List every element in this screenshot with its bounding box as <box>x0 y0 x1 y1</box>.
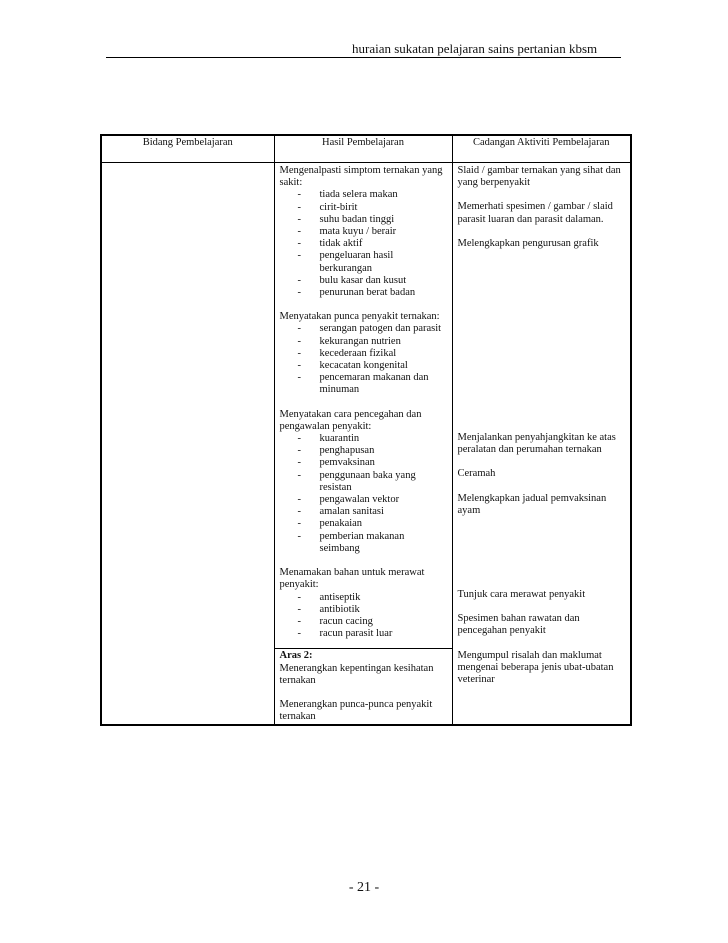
list-item: - serangan patogen dan parasit <box>297 323 442 335</box>
list-item: - tiada selera makan <box>297 189 398 201</box>
header-bidang: Bidang Pembelajaran <box>101 135 274 163</box>
list-item: - kecederaan fizikal <box>297 347 397 359</box>
aktiviti-group-1 <box>458 165 626 250</box>
list-item: - kecacatan kongenital <box>297 360 408 372</box>
aras2-cell <box>274 649 452 726</box>
aktiviti-item: Slaid / gambar ternakan yang sihat dan yang berpenyakit <box>457 165 621 189</box>
aktiviti-group-2 <box>458 432 626 517</box>
hasil-cell <box>274 163 452 649</box>
list-item: - bulu kasar dan kusut <box>297 274 407 286</box>
list-item: - penakaian <box>297 518 363 530</box>
list-item: - racun cacing <box>297 615 373 627</box>
aktiviti-item: Menjalankan penyahjangkitan ke atas peralatan dan perumahan ternakan <box>457 432 616 456</box>
hasil-lead: Menamakan bahan untuk merawat penyakit: <box>279 567 425 591</box>
hasil-lead: Menyatakan punca penyakit ternakan: <box>279 311 440 323</box>
header-aktiviti: Cadangan Aktiviti Pembelajaran <box>452 135 631 163</box>
aktiviti-item: Melengkapkan pengurusan grafik <box>457 237 599 249</box>
list-item: - racun parasit luar <box>297 628 393 640</box>
hasil-lead: Menyatakan cara pencegahan dan pengawalan penyakit: <box>279 408 422 432</box>
list-item: - pemberian makanan seimbang <box>297 530 405 554</box>
table-header-row <box>101 135 631 163</box>
hasil-block-simptom <box>280 165 447 299</box>
list-item: - pengeluaran hasil berkurangan <box>297 250 394 274</box>
aras2-item: Menerangkan kepentingan kesihatan ternakan <box>279 662 434 686</box>
list-item: - amalan sanitasi <box>297 506 384 518</box>
bullet-list <box>280 592 447 641</box>
list-item: - pemvaksinan <box>297 457 375 469</box>
hasil-lead: Mengenalpasti simptom ternakan yang sakit: <box>279 165 443 189</box>
aktiviti-item: Tunjuk cara merawat penyakit <box>457 589 586 601</box>
aktiviti-group-3 <box>458 589 626 686</box>
table-row <box>101 163 631 649</box>
list-item: - penurunan berat badan <box>297 287 416 299</box>
hasil-block-punca <box>280 311 447 396</box>
aktiviti-item: Melengkapkan jadual pemvaksinan ayam <box>457 492 607 516</box>
list-item: - pencemaran makanan dan minuman <box>297 372 429 396</box>
list-item: - mata kuyu / berair <box>297 226 397 238</box>
aras2-label: Aras 2: <box>279 650 313 662</box>
spacer <box>458 262 626 432</box>
header-hasil: Hasil Pembelajaran <box>274 135 452 163</box>
list-item: - antiseptik <box>297 591 361 603</box>
hasil-block-pencegahan <box>280 409 447 555</box>
aktiviti-item: Ceramah <box>457 468 496 480</box>
list-item: - tidak aktif <box>297 238 363 250</box>
list-item: - kuarantin <box>297 433 360 445</box>
list-item: - penggunaan baka yang resistan <box>297 469 416 493</box>
aktiviti-item: Mengumpul risalah dan maklumat mengenai beberapa jenis ubat-ubatan veterinar <box>457 649 614 686</box>
bullet-list <box>280 433 447 555</box>
hasil-block-rawatan <box>280 567 447 640</box>
page-number: - 21 - <box>348 880 380 895</box>
list-item: - penghapusan <box>297 445 375 457</box>
aktiviti-cell <box>452 163 631 726</box>
aktiviti-item: Spesimen bahan rawatan dan pencegahan penyakit <box>457 613 580 637</box>
spacer <box>458 529 626 589</box>
aras2-item: Menerangkan punca-punca penyakit ternakan <box>279 698 433 723</box>
list-item: - antibiotik <box>297 603 360 615</box>
bidang-cell <box>101 163 274 726</box>
list-item: - suhu badan tinggi <box>297 213 395 225</box>
list-item: - pengawalan vektor <box>297 494 400 506</box>
aktiviti-item: Memerhati spesimen / gambar / slaid parasit luaran dan parasit dalaman. <box>457 201 613 225</box>
running-header: huraian sukatan pelajaran sains pertanian kbsm <box>352 41 598 56</box>
list-item: - cirit-birit <box>297 201 358 213</box>
bullet-list <box>280 189 447 299</box>
list-item: - kekurangan nutrien <box>297 335 401 347</box>
curriculum-table <box>100 134 632 726</box>
bullet-list <box>280 323 447 396</box>
header-rule <box>106 57 621 58</box>
